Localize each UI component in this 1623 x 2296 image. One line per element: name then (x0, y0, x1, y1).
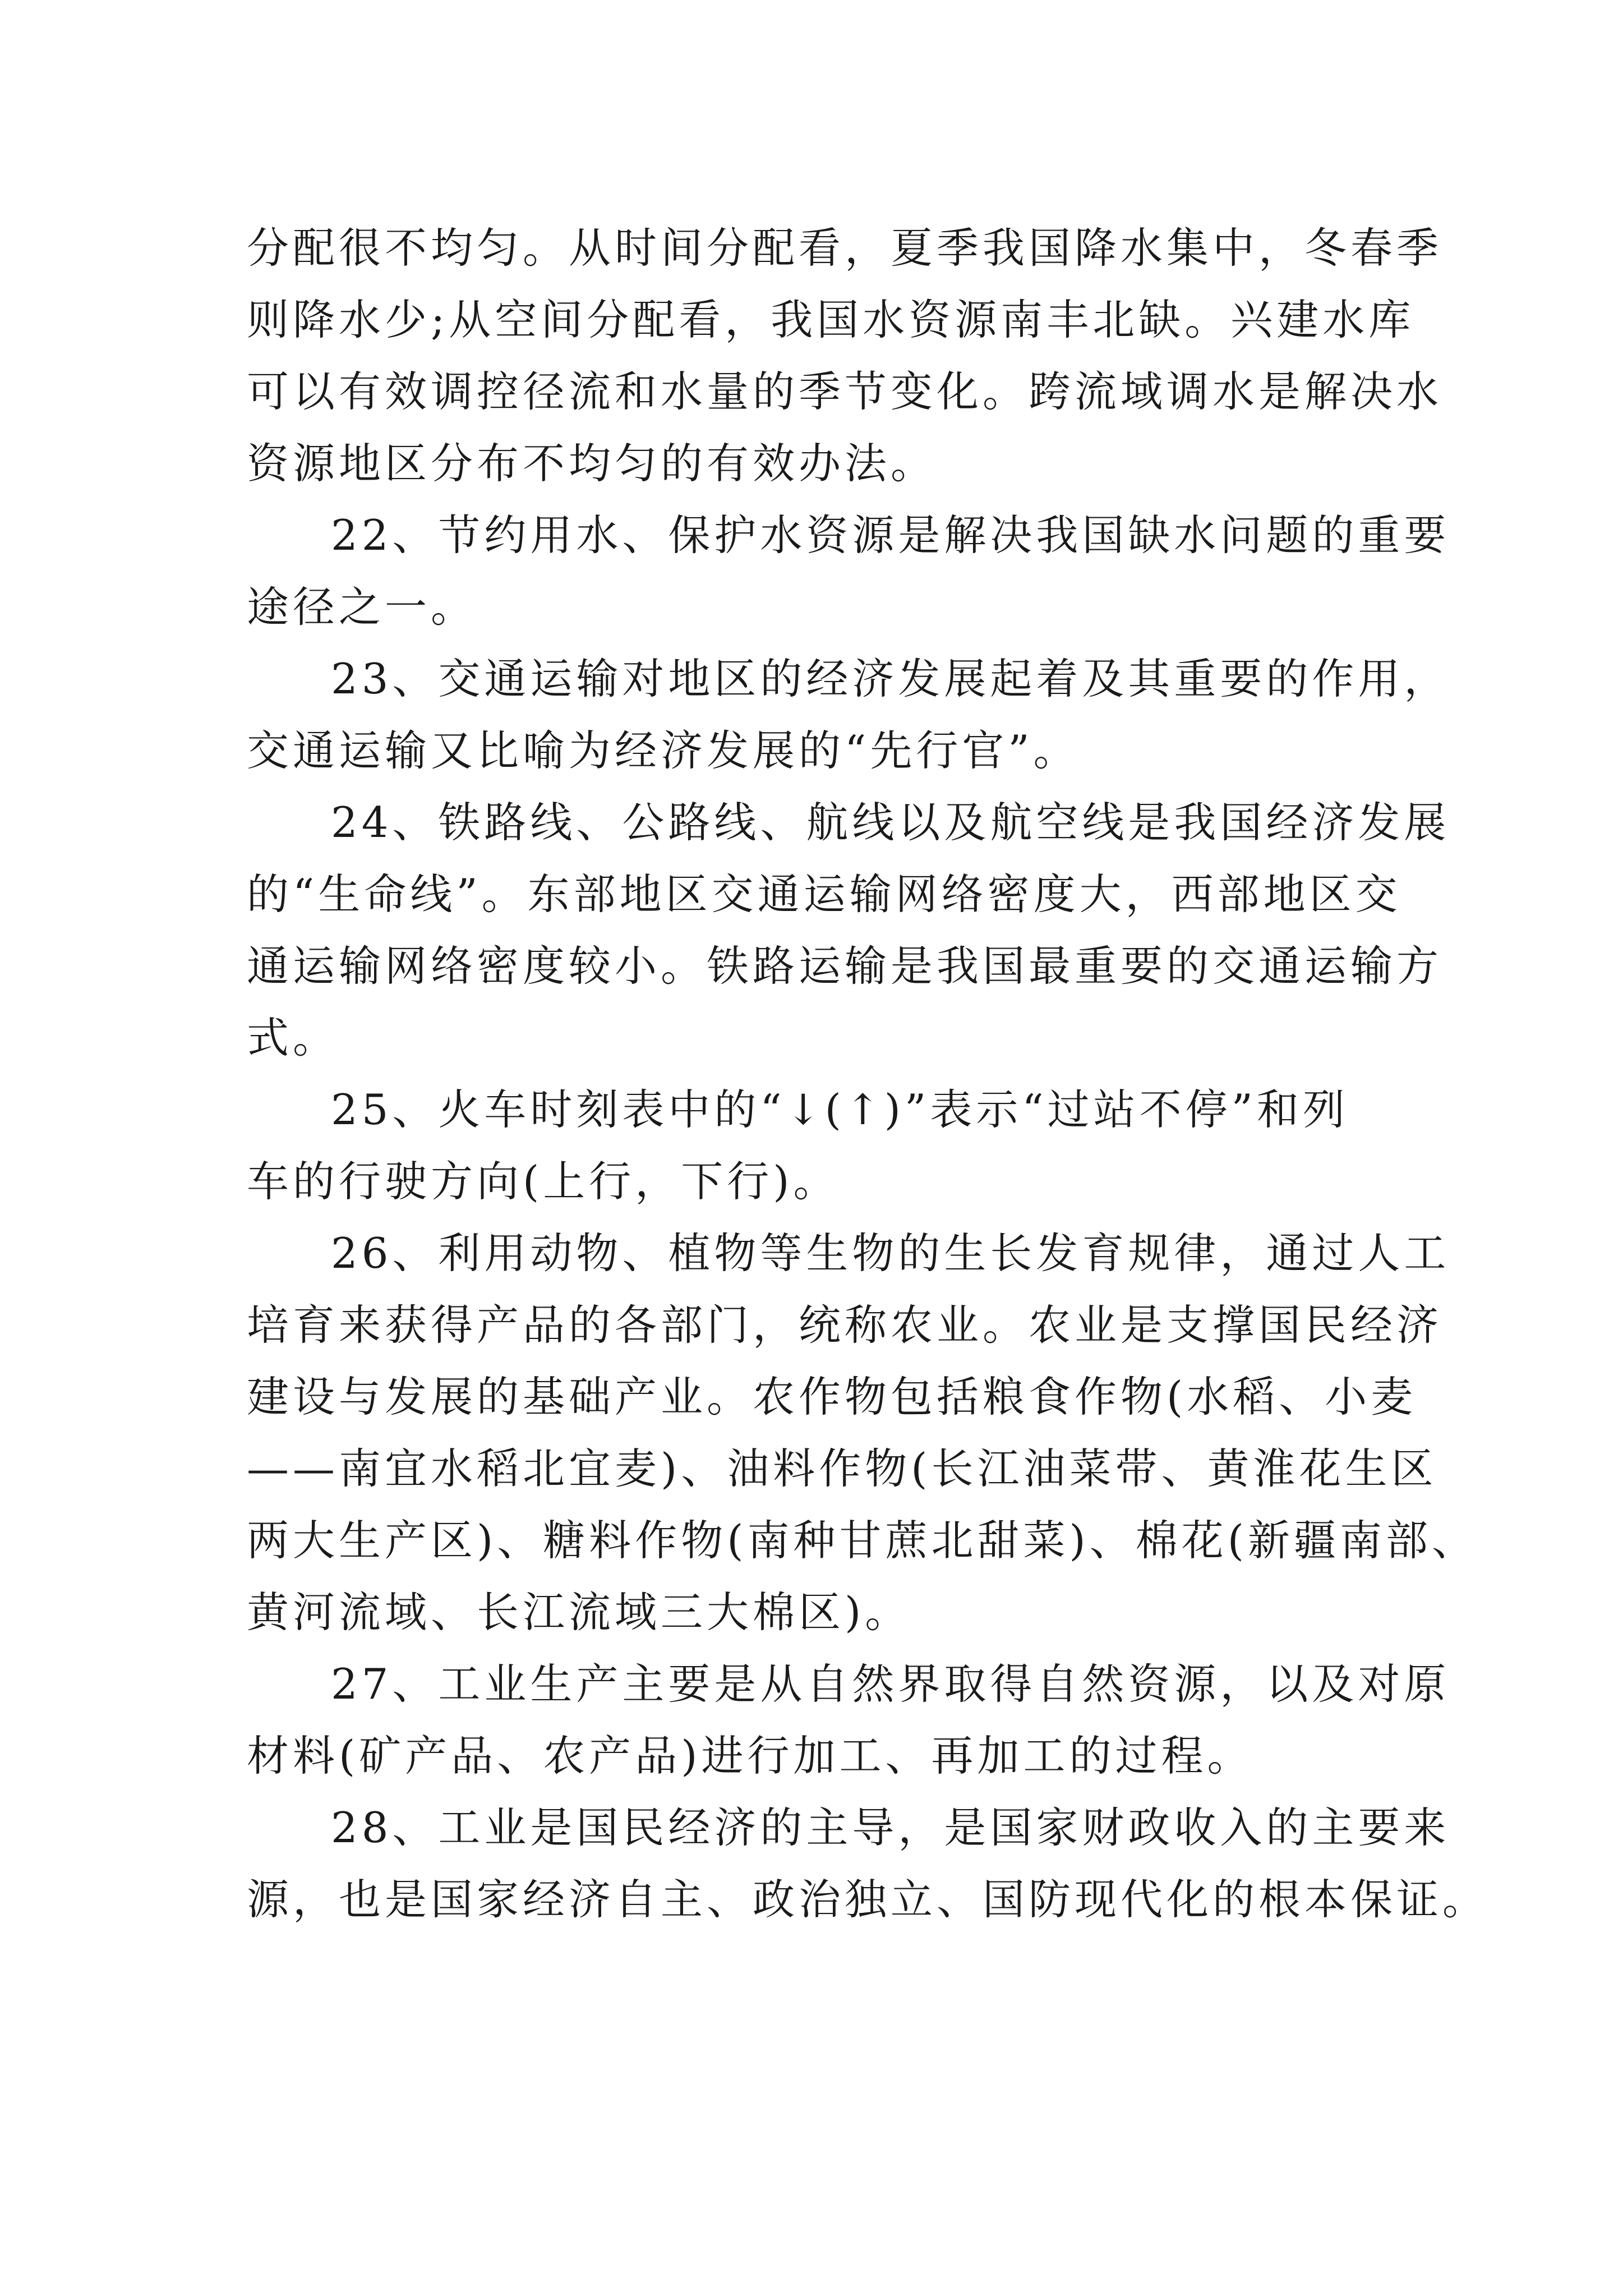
text-line: 23、交通运输对地区的经济发展起着及其重要的作用， (331, 654, 1450, 703)
paragraph-24 (247, 786, 1450, 1074)
text-line: ——南宜水稻北宜麦)、油料作物(长江油菜带、黄淮花生区 (247, 1444, 1437, 1493)
paragraph-28 (247, 1792, 1489, 1935)
text-line: 26、利用动物、植物等生物的生长发育规律，通过人工 (331, 1228, 1450, 1278)
text-line: 通运输网络密度较小。铁路运输是我国最重要的交通运输方 (247, 941, 1443, 991)
text-line: 资源地区分布不均匀的有效办法。 (247, 439, 937, 488)
paragraph-26 (247, 1217, 1478, 1648)
paragraph-25 (247, 1074, 1391, 1217)
paragraph-27 (247, 1648, 1450, 1792)
text-line: 27、工业生产主要是从自然界取得自然资源，以及对原 (331, 1659, 1450, 1709)
text-line: 交通运输又比喻为经济发展的“先行官”。 (247, 726, 1080, 775)
document-body (247, 212, 1489, 1935)
text-line: 建设与发展的基础产业。农作物包括粮食作物(水稻、小麦 (247, 1372, 1417, 1421)
text-line: 的“生命线”。东部地区交通运输网络密度大，西部地区交 (247, 869, 1401, 919)
text-line: 两大生产区)、糖料作物(南种甘蔗北甜菜)、棉花(新疆南部、 (247, 1516, 1478, 1565)
text-line: 分配很不均匀。从时间分配看，夏季我国降水集中，冬春季 (247, 223, 1443, 273)
text-line: 黄河流域、长江流域三大棉区)。 (247, 1588, 911, 1637)
text-line: 22、节约用水、保护水资源是解决我国缺水问题的重要 (331, 510, 1450, 560)
text-line: 则降水少;从空间分配看，我国水资源南丰北缺。兴建水库 (247, 295, 1415, 344)
text-line: 材料(矿产品、农产品)进行加工、再加工的过程。 (247, 1731, 1253, 1780)
text-line: 式。 (247, 1013, 339, 1062)
text-line: 车的行驶方向(上行，下行)。 (247, 1157, 840, 1206)
text-line: 培育来获得产品的各部门，统称农业。农业是支撑国民经济 (247, 1300, 1443, 1350)
paragraph-21-continued (247, 212, 1443, 499)
text-line: 25、火车时刻表中的“↓(↑)”表示“过站不停”和列 (331, 1085, 1349, 1134)
paragraph-22 (247, 499, 1450, 643)
text-line: 28、工业是国民经济的主导，是国家财政收入的主要来 (331, 1803, 1450, 1852)
paragraph-23 (247, 643, 1450, 786)
text-line: 源，也是国家经济自主、政治独立、国防现代化的根本保证。 (247, 1875, 1489, 1924)
text-line: 可以有效调控径流和水量的季节变化。跨流域调水是解决水 (247, 367, 1443, 416)
text-line: 途径之一。 (247, 582, 477, 632)
text-line: 24、铁路线、公路线、航线以及航空线是我国经济发展 (331, 798, 1450, 847)
